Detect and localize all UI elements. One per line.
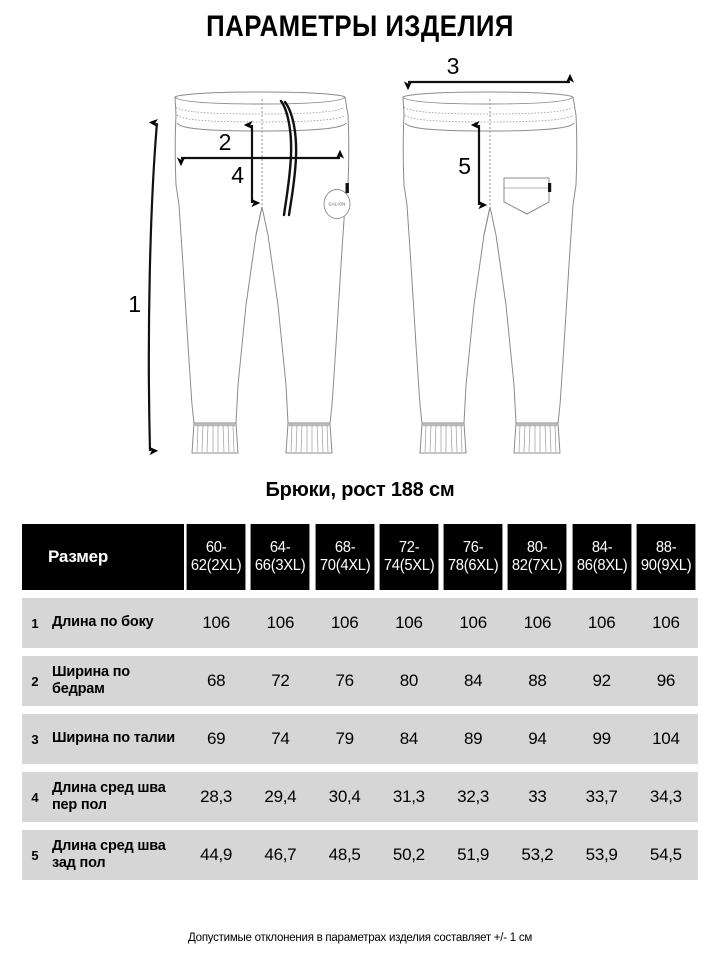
dimension-label-2: 2 xyxy=(218,129,232,155)
cell-value: 106 xyxy=(505,598,569,648)
cell-value: 88 xyxy=(505,656,569,706)
cell-value: 99 xyxy=(570,714,634,764)
technical-drawing xyxy=(0,55,720,475)
front-view xyxy=(175,92,350,453)
logo-patch-icon xyxy=(324,190,350,219)
header-size-5: 80-82(7XL) xyxy=(508,524,567,590)
size-table xyxy=(22,516,698,888)
cell-value: 76 xyxy=(313,656,377,706)
cell-value: 72 xyxy=(248,656,312,706)
header-size-0: 60-62(2XL) xyxy=(187,524,246,590)
front-left-cuff xyxy=(192,423,238,453)
header-size-label: Размер xyxy=(48,524,184,590)
header-size-2: 68-70(4XL) xyxy=(315,524,374,590)
row-index: 5 xyxy=(22,830,48,880)
cell-value: 106 xyxy=(634,598,698,648)
table-header xyxy=(22,524,698,590)
cell-value: 80 xyxy=(377,656,441,706)
logo-patch-text: GALION xyxy=(328,201,346,207)
cell-value: 84 xyxy=(377,714,441,764)
row-index: 2 xyxy=(22,656,48,706)
back-right-cuff xyxy=(514,423,560,453)
cell-value: 79 xyxy=(313,714,377,764)
row-label: Длина сред шва пер пол xyxy=(48,772,184,822)
cell-value: 106 xyxy=(377,598,441,648)
cell-value: 106 xyxy=(570,598,634,648)
cell-value: 48,5 xyxy=(313,830,377,880)
cell-value: 51,9 xyxy=(441,830,505,880)
cell-value: 96 xyxy=(634,656,698,706)
cell-value: 106 xyxy=(313,598,377,648)
dimension-label-3: 3 xyxy=(446,55,460,79)
cell-value: 28,3 xyxy=(184,772,248,822)
dimension-label-4: 4 xyxy=(231,162,244,188)
header-size-6: 84-86(8XL) xyxy=(572,524,631,590)
table-row xyxy=(22,772,698,822)
cell-value: 29,4 xyxy=(248,772,312,822)
page-title: ПАРАМЕТРЫ ИЗДЕЛИЯ xyxy=(206,10,514,43)
header-index-blank xyxy=(22,524,48,590)
cell-value: 106 xyxy=(441,598,505,648)
header-size-7: 88-90(9XL) xyxy=(636,524,695,590)
table-row xyxy=(22,714,698,764)
cell-value: 31,3 xyxy=(377,772,441,822)
row-label: Ширина по талии xyxy=(48,714,184,764)
back-view xyxy=(403,92,577,453)
cell-value: 50,2 xyxy=(377,830,441,880)
cell-value: 94 xyxy=(505,714,569,764)
cell-value: 53,9 xyxy=(570,830,634,880)
cell-value: 33,7 xyxy=(570,772,634,822)
cell-value: 34,3 xyxy=(634,772,698,822)
header-size-4: 76-78(6XL) xyxy=(444,524,503,590)
cell-value: 30,4 xyxy=(313,772,377,822)
cell-value: 33 xyxy=(505,772,569,822)
cell-value: 84 xyxy=(441,656,505,706)
row-label: Длина по боку xyxy=(48,598,184,648)
cell-value: 54,5 xyxy=(634,830,698,880)
cell-value: 69 xyxy=(184,714,248,764)
cell-value: 46,7 xyxy=(248,830,312,880)
row-index: 1 xyxy=(22,598,48,648)
cell-value: 53,2 xyxy=(505,830,569,880)
front-right-cuff xyxy=(286,423,332,453)
cell-value: 74 xyxy=(248,714,312,764)
table-row xyxy=(22,656,698,706)
cell-value: 106 xyxy=(184,598,248,648)
cell-value: 104 xyxy=(634,714,698,764)
row-index: 4 xyxy=(22,772,48,822)
header-size-3: 72-74(5XL) xyxy=(379,524,438,590)
table-row xyxy=(22,830,698,880)
header-size-1: 64-66(3XL) xyxy=(251,524,310,590)
cell-value: 68 xyxy=(184,656,248,706)
dimension-label-1: 1 xyxy=(128,291,141,317)
dimension-label-5: 5 xyxy=(458,153,471,179)
row-label: Ширина по бедрам xyxy=(48,656,184,706)
footer-note: Допустимые отклонения в параметрах изделия составляет +/- 1 см xyxy=(188,932,532,944)
back-left-cuff xyxy=(420,423,466,453)
product-caption: Брюки, рост 188 см xyxy=(265,479,455,501)
cell-value: 106 xyxy=(248,598,312,648)
row-index: 3 xyxy=(22,714,48,764)
cell-value: 89 xyxy=(441,714,505,764)
row-label: Длина сред шва зад пол xyxy=(48,830,184,880)
cell-value: 44,9 xyxy=(184,830,248,880)
table-body xyxy=(22,598,698,880)
table-row xyxy=(22,598,698,648)
cell-value: 32,3 xyxy=(441,772,505,822)
cell-value: 92 xyxy=(570,656,634,706)
